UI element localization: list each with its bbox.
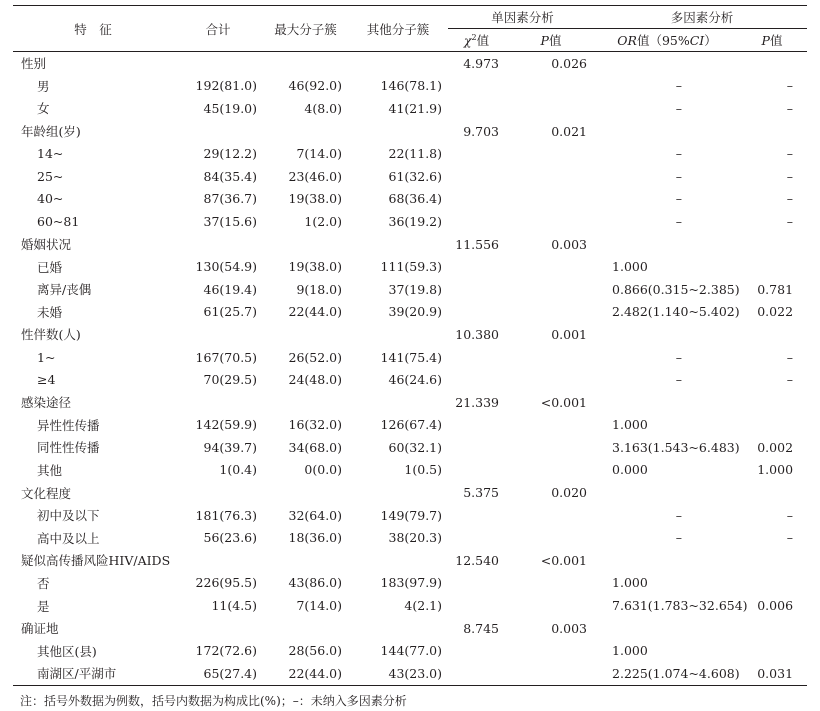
- row-label: 25~: [37, 168, 64, 184]
- cell-p: [505, 368, 597, 391]
- cell-max-cluster: 19(38.0): [288, 191, 342, 207]
- cell-or: [597, 617, 737, 640]
- table-row: [13, 346, 807, 369]
- cell-p: [505, 97, 597, 120]
- cell-other-cluster: 4(2.1): [404, 598, 442, 614]
- cell-p2: –: [786, 530, 794, 546]
- cell-p2: [737, 549, 807, 572]
- cell-max-cluster: 16(32.0): [288, 417, 342, 433]
- cell-chi2: [448, 572, 505, 595]
- cell-or: 2.482(1.140~5.402): [612, 304, 740, 320]
- cell-total: 87(36.7): [203, 191, 257, 207]
- header-or-label: 值（95%: [636, 33, 690, 48]
- cell-other-cluster: [348, 549, 448, 572]
- cell-total: 56(23.6): [203, 530, 257, 546]
- cell-total: 142(59.9): [195, 417, 257, 433]
- cell-p2: [737, 617, 807, 640]
- cell-p2: 0.006: [757, 598, 794, 614]
- cell-max-cluster: 19(38.0): [288, 259, 342, 275]
- cell-p: 0.003: [551, 620, 588, 636]
- row-label: ≥4: [37, 372, 56, 388]
- row-label: 1~: [37, 349, 56, 365]
- cell-or: –: [675, 372, 683, 388]
- header-univariate: 单因素分析: [448, 6, 597, 29]
- cell-p: [505, 188, 597, 211]
- cell-chi2: [448, 165, 505, 188]
- cell-other-cluster: [348, 52, 448, 75]
- cell-chi2: 10.380: [455, 326, 499, 342]
- cell-total: 226(95.5): [195, 575, 257, 591]
- cell-p: [505, 75, 597, 98]
- cell-p: [505, 346, 597, 369]
- results-table: [13, 5, 807, 686]
- cell-p: [505, 459, 597, 482]
- cell-or: 1.000: [612, 259, 648, 275]
- cell-total: 94(39.7): [203, 439, 257, 455]
- row-label: 年龄组(岁): [21, 124, 81, 140]
- row-label: 确证地: [21, 621, 59, 637]
- cell-total: 181(76.3): [195, 507, 257, 523]
- cell-p2: 1.000: [757, 462, 794, 478]
- header-ci-label: CI: [689, 33, 705, 48]
- cell-other-cluster: 46(24.6): [388, 372, 442, 388]
- cell-other-cluster: [348, 481, 448, 504]
- cell-p: [505, 210, 597, 233]
- table-row: [13, 572, 807, 595]
- cell-total: 46(19.4): [203, 281, 257, 297]
- cell-chi2: 8.745: [463, 620, 499, 636]
- cell-max-cluster: 23(46.0): [288, 168, 342, 184]
- table-note: 注：括号外数据为例数，括号内数据为构成比(%)；–：未纳入多因素分析: [20, 694, 407, 708]
- cell-p: [505, 639, 597, 662]
- table-group-row: [13, 617, 807, 640]
- cell-chi2: [448, 346, 505, 369]
- table-group-row: [13, 323, 807, 346]
- row-label: 其他: [37, 462, 63, 478]
- cell-chi2: [448, 436, 505, 459]
- cell-chi2: 9.703: [463, 123, 499, 139]
- cell-p2: –: [786, 146, 794, 162]
- cell-chi2: [448, 210, 505, 233]
- row-label: 感染途径: [21, 395, 72, 411]
- cell-max-cluster: 9(18.0): [296, 281, 342, 297]
- cell-total: 1(0.4): [219, 462, 257, 478]
- cell-chi2: [448, 526, 505, 549]
- row-label: 同性性传播: [37, 440, 100, 456]
- cell-other-cluster: [348, 233, 448, 256]
- cell-or: –: [675, 213, 683, 229]
- cell-chi2: [448, 594, 505, 617]
- cell-or: 0.866(0.315~2.385): [612, 281, 740, 297]
- cell-total: 61(25.7): [203, 304, 257, 320]
- cell-other-cluster: [348, 391, 448, 414]
- row-label: 男: [37, 78, 50, 94]
- cell-other-cluster: 144(77.0): [380, 643, 442, 659]
- cell-total: 172(72.6): [195, 643, 257, 659]
- cell-or: [597, 233, 737, 256]
- cell-or: 0.000: [612, 462, 648, 478]
- cell-total: 192(81.0): [195, 78, 257, 94]
- cell-other-cluster: 41(21.9): [388, 100, 442, 116]
- row-label: 高中及以上: [37, 530, 100, 546]
- cell-max-cluster: 26(52.0): [288, 349, 342, 365]
- cell-or: 7.631(1.783~32.654): [612, 598, 748, 614]
- cell-or: –: [675, 530, 683, 546]
- cell-p: <0.001: [540, 394, 588, 410]
- cell-p2: [737, 391, 807, 414]
- cell-or: [597, 391, 737, 414]
- row-label: 离异/丧偶: [37, 282, 92, 298]
- cell-p: [505, 504, 597, 527]
- cell-total: 29(12.2): [203, 146, 257, 162]
- cell-p2: 0.781: [757, 281, 794, 297]
- cell-p: [505, 662, 597, 685]
- cell-other-cluster: 38(20.3): [388, 530, 442, 546]
- table-group-row: [13, 481, 807, 504]
- cell-max-cluster: 22(44.0): [288, 304, 342, 320]
- row-label: 否: [37, 575, 50, 591]
- header-feature: 特 征: [13, 6, 173, 52]
- cell-total: [173, 323, 263, 346]
- cell-chi2: [448, 414, 505, 437]
- cell-total: 37(15.6): [203, 213, 257, 229]
- cell-or: –: [675, 168, 683, 184]
- cell-chi2: [448, 188, 505, 211]
- header-p-label: 值: [548, 33, 562, 48]
- table-row: [13, 526, 807, 549]
- cell-p: 0.020: [551, 485, 588, 501]
- cell-total: [173, 481, 263, 504]
- cell-p2: [737, 639, 807, 662]
- cell-total: 65(27.4): [173, 662, 263, 685]
- table-row: [13, 414, 807, 437]
- row-label: 文化程度: [21, 485, 72, 501]
- row-label: 已婚: [37, 259, 63, 275]
- table-row: [13, 459, 807, 482]
- table-row: [13, 255, 807, 278]
- row-label: 40~: [37, 191, 64, 207]
- table-header: [13, 6, 807, 52]
- cell-p: <0.001: [540, 552, 588, 568]
- cell-p: [505, 165, 597, 188]
- cell-chi2: 11.556: [455, 236, 499, 252]
- header-or-close: ）: [704, 33, 717, 48]
- cell-chi2: 5.375: [463, 485, 499, 501]
- cell-p: 0.026: [551, 55, 588, 71]
- cell-p: [505, 414, 597, 437]
- cell-chi2: [448, 142, 505, 165]
- row-label: 女: [37, 101, 50, 117]
- cell-p: [505, 301, 597, 324]
- cell-or: –: [675, 146, 683, 162]
- cell-or: 3.163(1.543~6.483): [612, 439, 740, 455]
- row-label: 疑似高传播风险HIV/AIDS: [21, 553, 171, 569]
- cell-other-cluster: 61(32.6): [388, 168, 442, 184]
- table-row: [13, 210, 807, 233]
- header-p: P值: [505, 29, 597, 52]
- cell-other-cluster: 149(79.7): [380, 507, 442, 523]
- cell-p2: –: [786, 78, 794, 94]
- cell-other-cluster: 126(67.4): [380, 417, 442, 433]
- cell-or: –: [675, 507, 683, 523]
- row-label: 初中及以下: [37, 508, 100, 524]
- cell-other-cluster: [348, 323, 448, 346]
- cell-total: 70(29.5): [203, 372, 257, 388]
- table-row: [13, 594, 807, 617]
- header-multivariate: 多因素分析: [597, 6, 807, 29]
- row-label: 14~: [37, 146, 64, 162]
- cell-p2: –: [786, 168, 794, 184]
- cell-p2: [737, 414, 807, 437]
- cell-or: [597, 481, 737, 504]
- cell-p: [505, 526, 597, 549]
- cell-p: [505, 436, 597, 459]
- cell-max-cluster: 22(44.0): [263, 662, 348, 685]
- table-group-row: [13, 391, 807, 414]
- cell-max-cluster: 46(92.0): [288, 78, 342, 94]
- row-label: 是: [37, 598, 50, 614]
- table-group-row: [13, 233, 807, 256]
- cell-max-cluster: 7(14.0): [296, 598, 342, 614]
- cell-p: [505, 572, 597, 595]
- cell-p2: 0.002: [757, 439, 794, 455]
- cell-p: 0.003: [551, 236, 588, 252]
- cell-total: [173, 52, 263, 75]
- header-p2-label: 值: [769, 33, 783, 48]
- cell-other-cluster: 1(0.5): [404, 462, 442, 478]
- table-row: [13, 165, 807, 188]
- cell-p: 0.001: [551, 326, 588, 342]
- cell-total: 84(35.4): [203, 168, 257, 184]
- table-row: [13, 278, 807, 301]
- cell-chi2: [448, 368, 505, 391]
- cell-p2: [737, 323, 807, 346]
- cell-max-cluster: [263, 617, 348, 640]
- table-row: [13, 142, 807, 165]
- cell-chi2: [448, 504, 505, 527]
- cell-p2: –: [786, 507, 794, 523]
- header-max-cluster: 最大分子簇: [263, 6, 348, 52]
- cell-max-cluster: [263, 391, 348, 414]
- cell-max-cluster: 0(0.0): [304, 462, 342, 478]
- cell-other-cluster: 43(23.0): [348, 662, 448, 685]
- cell-max-cluster: 32(64.0): [288, 507, 342, 523]
- cell-p2: [737, 120, 807, 143]
- cell-max-cluster: 28(56.0): [288, 643, 342, 659]
- cell-chi2: [448, 97, 505, 120]
- cell-or: –: [675, 78, 683, 94]
- cell-total: 167(70.5): [195, 349, 257, 365]
- cell-p: [505, 594, 597, 617]
- cell-max-cluster: 43(86.0): [288, 575, 342, 591]
- cell-other-cluster: 60(32.1): [388, 439, 442, 455]
- cell-p2: 0.031: [737, 662, 807, 685]
- cell-other-cluster: 36(19.2): [388, 213, 442, 229]
- cell-chi2: [448, 255, 505, 278]
- row-label: 其他区(县): [37, 643, 97, 659]
- cell-other-cluster: 68(36.4): [388, 191, 442, 207]
- header-other-cluster: 其他分子簇: [348, 6, 448, 52]
- cell-or: [597, 323, 737, 346]
- cell-or: –: [675, 349, 683, 365]
- cell-p2: [737, 233, 807, 256]
- cell-chi2: [448, 662, 505, 685]
- header-p2: P值: [737, 29, 807, 52]
- cell-max-cluster: [263, 549, 348, 572]
- header-chi2-label: 值: [476, 33, 490, 48]
- table-row: [13, 301, 807, 324]
- cell-or: [597, 120, 737, 143]
- cell-total: [173, 391, 263, 414]
- table-row: [13, 97, 807, 120]
- table-row: [13, 639, 807, 662]
- table-body: [13, 52, 807, 686]
- row-label: 南湖区/平湖市: [13, 662, 173, 685]
- cell-p2: [737, 572, 807, 595]
- table-group-row: [13, 52, 807, 75]
- header-chi2: $\chi^2$值: [448, 29, 505, 52]
- cell-p2: –: [786, 100, 794, 116]
- cell-chi2: 4.973: [463, 55, 499, 71]
- cell-other-cluster: 141(75.4): [380, 349, 442, 365]
- cell-max-cluster: 1(2.0): [304, 213, 342, 229]
- cell-max-cluster: 18(36.0): [288, 530, 342, 546]
- cell-total: [173, 120, 263, 143]
- cell-p: [505, 142, 597, 165]
- cell-max-cluster: 34(68.0): [288, 439, 342, 455]
- table-row: [13, 75, 807, 98]
- cell-chi2: [448, 75, 505, 98]
- cell-or: [597, 52, 737, 75]
- header-total: 合计: [173, 6, 263, 52]
- row-label: 婚姻状况: [21, 237, 72, 253]
- cell-or: 1.000: [612, 575, 648, 591]
- cell-chi2: [448, 459, 505, 482]
- table-group-row: [13, 120, 807, 143]
- cell-other-cluster: 183(97.9): [380, 575, 442, 591]
- cell-max-cluster: [263, 481, 348, 504]
- cell-other-cluster: 146(78.1): [380, 78, 442, 94]
- cell-total: 11(4.5): [211, 598, 257, 614]
- table-row: [13, 368, 807, 391]
- cell-max-cluster: 7(14.0): [296, 146, 342, 162]
- row-label: 60~81: [37, 213, 80, 229]
- row-label: 性伴数(人): [21, 327, 81, 343]
- cell-p2: –: [786, 349, 794, 365]
- cell-max-cluster: 24(48.0): [288, 372, 342, 388]
- cell-total: 45(19.0): [203, 100, 257, 116]
- cell-or: 1.000: [612, 643, 648, 659]
- cell-or: –: [675, 100, 683, 116]
- row-label: 性别: [21, 56, 47, 72]
- cell-or: [597, 549, 737, 572]
- cell-max-cluster: [263, 120, 348, 143]
- cell-max-cluster: [263, 323, 348, 346]
- table-group-row: [13, 549, 807, 572]
- table-row: [13, 662, 807, 685]
- cell-total: [173, 233, 263, 256]
- cell-chi2: [448, 278, 505, 301]
- cell-max-cluster: [263, 52, 348, 75]
- cell-p2: [737, 481, 807, 504]
- cell-p: [505, 255, 597, 278]
- cell-chi2: [448, 301, 505, 324]
- cell-other-cluster: 22(11.8): [388, 146, 442, 162]
- cell-chi2: 12.540: [455, 552, 499, 568]
- cell-total: [173, 617, 263, 640]
- row-label: 异性性传播: [37, 417, 100, 433]
- cell-p2: [737, 52, 807, 75]
- cell-or: –: [675, 191, 683, 207]
- cell-other-cluster: [348, 617, 448, 640]
- cell-chi2: 21.339: [455, 394, 499, 410]
- cell-other-cluster: 37(19.8): [388, 281, 442, 297]
- table-row: [13, 188, 807, 211]
- cell-max-cluster: 4(8.0): [304, 100, 342, 116]
- cell-total: 130(54.9): [195, 259, 257, 275]
- cell-p2: 0.022: [757, 304, 794, 320]
- cell-p2: –: [786, 191, 794, 207]
- cell-other-cluster: [348, 120, 448, 143]
- cell-or: 2.225(1.074~4.608): [597, 662, 737, 685]
- cell-p2: [737, 255, 807, 278]
- cell-max-cluster: [263, 233, 348, 256]
- cell-total: [173, 549, 263, 572]
- cell-p: 0.021: [551, 123, 588, 139]
- table-row: [13, 504, 807, 527]
- cell-or: 1.000: [612, 417, 648, 433]
- cell-other-cluster: 111(59.3): [380, 259, 442, 275]
- row-label: 未婚: [37, 304, 63, 320]
- cell-p: [505, 278, 597, 301]
- cell-p2: –: [786, 213, 794, 229]
- cell-p2: –: [786, 372, 794, 388]
- cell-chi2: [448, 639, 505, 662]
- cell-other-cluster: 39(20.9): [388, 304, 442, 320]
- header-or: OR值（95%CI）: [597, 29, 737, 52]
- table-row: [13, 436, 807, 459]
